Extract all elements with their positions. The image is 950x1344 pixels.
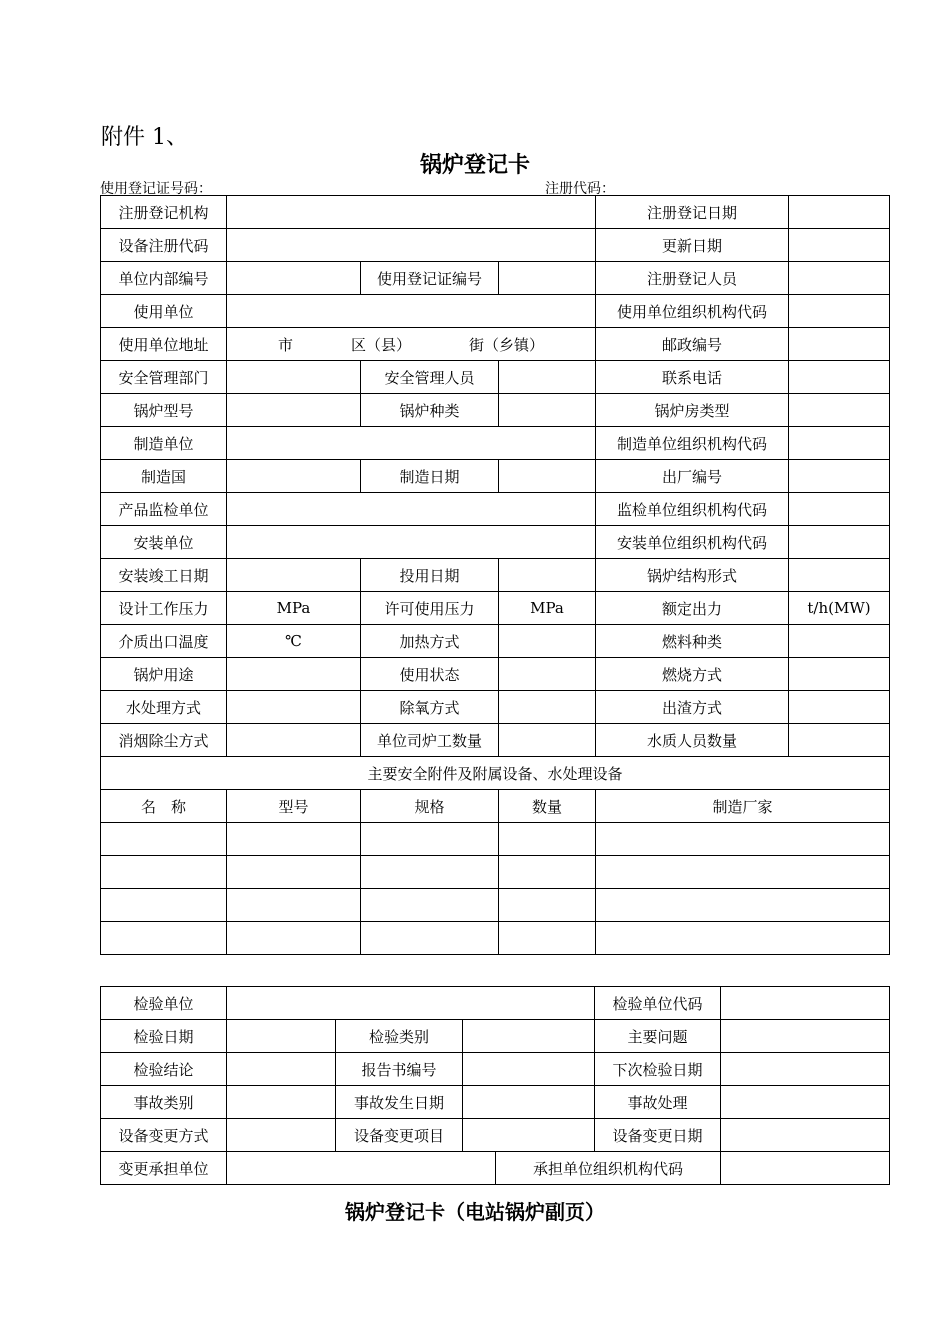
column-header: 制造厂家	[596, 790, 890, 823]
field-label: 锅炉用途	[101, 658, 227, 691]
field-value[interactable]	[789, 724, 890, 757]
document-title: 锅炉登记卡	[419, 152, 530, 178]
field-value[interactable]	[361, 823, 499, 856]
field-value[interactable]	[499, 724, 596, 757]
field-label: 使用登记证编号	[361, 262, 499, 295]
section-header: 主要安全附件及附属设备、水处理设备	[101, 757, 890, 790]
field-label: 检验类别	[336, 1020, 463, 1053]
table-row	[101, 1119, 890, 1152]
field-value[interactable]	[227, 526, 596, 559]
field-label: 下次检验日期	[595, 1053, 721, 1086]
field-label: 检验单位代码	[595, 987, 721, 1020]
field-label: 介质出口温度	[101, 625, 227, 658]
field-value[interactable]	[499, 460, 596, 493]
page-subtitle: 锅炉登记卡（电站锅炉副页）	[345, 1200, 605, 1224]
field-label: 报告书编号	[336, 1053, 463, 1086]
column-header: 名 称	[101, 790, 227, 823]
field-value[interactable]	[499, 889, 596, 922]
field-label: 主要问题	[595, 1020, 721, 1053]
column-header: 规格	[361, 790, 499, 823]
field-value[interactable]	[721, 987, 890, 1020]
field-label: 使用状态	[361, 658, 499, 691]
field-label: 锅炉种类	[361, 394, 499, 427]
field-label: 许可使用压力	[361, 592, 499, 625]
field-label: 水质人员数量	[596, 724, 789, 757]
field-value[interactable]	[227, 1020, 336, 1053]
field-label: 设备变更日期	[595, 1119, 721, 1152]
field-label: 事故发生日期	[336, 1086, 463, 1119]
field-label: 使用单位	[101, 295, 227, 328]
field-value[interactable]	[721, 1053, 890, 1086]
field-value[interactable]	[227, 658, 361, 691]
field-value[interactable]	[596, 856, 890, 889]
field-label: 注册登记人员	[596, 262, 789, 295]
table-row	[101, 559, 890, 592]
field-label: 设备注册代码	[101, 229, 227, 262]
field-value[interactable]	[227, 361, 361, 394]
design-pressure-field[interactable]: MPa	[227, 592, 361, 625]
field-value[interactable]	[101, 856, 227, 889]
table-row	[101, 493, 890, 526]
field-value[interactable]	[227, 262, 361, 295]
field-value[interactable]	[789, 361, 890, 394]
field-value[interactable]	[721, 1119, 890, 1152]
field-label: 制造日期	[361, 460, 499, 493]
field-label: 更新日期	[596, 229, 789, 262]
field-label: 单位司炉工数量	[361, 724, 499, 757]
field-value[interactable]	[789, 658, 890, 691]
field-value[interactable]	[227, 856, 361, 889]
table-row	[101, 526, 890, 559]
table-row	[101, 295, 890, 328]
field-value[interactable]	[227, 922, 361, 955]
field-label: 安全管理部门	[101, 361, 227, 394]
field-value[interactable]	[463, 1086, 595, 1119]
field-value[interactable]	[499, 691, 596, 724]
field-value[interactable]	[227, 691, 361, 724]
table-row	[101, 328, 890, 361]
field-label: 制造国	[101, 460, 227, 493]
field-label: 除氧方式	[361, 691, 499, 724]
field-label: 设计工作压力	[101, 592, 227, 625]
field-value[interactable]	[596, 889, 890, 922]
field-value[interactable]	[721, 1152, 890, 1185]
field-value[interactable]	[789, 460, 890, 493]
field-label: 检验单位	[101, 987, 227, 1020]
field-label: 联系电话	[596, 361, 789, 394]
field-label: 检验日期	[101, 1020, 227, 1053]
field-value[interactable]	[227, 823, 361, 856]
district-label: 区（县）	[350, 335, 411, 354]
table-row	[101, 394, 890, 427]
field-label: 设备变更项目	[336, 1119, 463, 1152]
field-label: 安全管理人员	[361, 361, 499, 394]
table-row	[101, 460, 890, 493]
section-header-row	[101, 757, 890, 790]
field-label: 使用单位组织机构代码	[596, 295, 789, 328]
field-label: 检验结论	[101, 1053, 227, 1086]
field-value[interactable]	[361, 856, 499, 889]
field-value[interactable]	[789, 493, 890, 526]
equipment-row	[101, 922, 890, 955]
field-label: 产品监检单位	[101, 493, 227, 526]
field-value[interactable]	[227, 394, 361, 427]
table-row	[101, 987, 890, 1020]
field-value[interactable]	[789, 526, 890, 559]
field-value[interactable]	[499, 823, 596, 856]
table-row	[101, 361, 890, 394]
field-label: 安装单位	[101, 526, 227, 559]
field-label: 加热方式	[361, 625, 499, 658]
field-label: 事故类别	[101, 1086, 227, 1119]
field-label: 注册登记日期	[596, 196, 789, 229]
field-value[interactable]	[789, 625, 890, 658]
field-label: 安装单位组织机构代码	[596, 526, 789, 559]
table-row	[101, 691, 890, 724]
field-value[interactable]	[227, 1053, 336, 1086]
field-value[interactable]	[227, 493, 596, 526]
field-label: 锅炉结构形式	[596, 559, 789, 592]
field-value[interactable]	[499, 625, 596, 658]
table-row	[101, 196, 890, 229]
field-value[interactable]	[227, 196, 596, 229]
boiler-registration-table	[100, 195, 890, 955]
column-header: 数量	[499, 790, 596, 823]
field-value[interactable]	[227, 229, 596, 262]
field-value[interactable]	[227, 1119, 336, 1152]
field-label: 注册登记机构	[101, 196, 227, 229]
table-row	[101, 1053, 890, 1086]
field-label: 燃烧方式	[596, 658, 789, 691]
equipment-row	[101, 856, 890, 889]
field-value[interactable]	[499, 559, 596, 592]
attachment-label: 附件 1、	[101, 125, 188, 150]
field-value[interactable]	[789, 295, 890, 328]
field-label: 锅炉房类型	[596, 394, 789, 427]
column-header: 型号	[227, 790, 361, 823]
table-row	[101, 1086, 890, 1119]
field-value[interactable]	[596, 922, 890, 955]
table-row	[101, 658, 890, 691]
field-value[interactable]	[101, 889, 227, 922]
field-value[interactable]	[463, 1053, 595, 1086]
field-value[interactable]	[789, 328, 890, 361]
equipment-row	[101, 889, 890, 922]
field-value[interactable]	[227, 295, 596, 328]
field-value[interactable]	[227, 1086, 336, 1119]
inspection-table	[100, 986, 890, 1185]
field-value[interactable]	[227, 460, 361, 493]
field-label: 额定出力	[596, 592, 789, 625]
table-row	[101, 1020, 890, 1053]
rated-output-field[interactable]: t/h(MW)	[789, 592, 890, 625]
field-value[interactable]	[499, 856, 596, 889]
registration-number-label: 使用登记证号码：	[100, 181, 212, 197]
table-row	[101, 229, 890, 262]
field-label: 锅炉型号	[101, 394, 227, 427]
table-row	[101, 724, 890, 757]
city-label: 市	[277, 335, 293, 354]
field-label: 使用单位地址	[101, 328, 227, 361]
equipment-row	[101, 823, 890, 856]
field-value[interactable]	[596, 823, 890, 856]
field-value[interactable]	[789, 229, 890, 262]
field-label: 邮政编号	[596, 328, 789, 361]
field-value[interactable]	[789, 691, 890, 724]
field-label: 设备变更方式	[101, 1119, 227, 1152]
field-value[interactable]	[463, 1020, 595, 1053]
address-field[interactable]	[227, 328, 596, 361]
field-value[interactable]	[499, 262, 596, 295]
field-label: 燃料种类	[596, 625, 789, 658]
street-label: 街（乡镇）	[468, 335, 544, 354]
field-label: 水处理方式	[101, 691, 227, 724]
outlet-temperature-field[interactable]: ℃	[227, 625, 361, 658]
table-row	[101, 1152, 890, 1185]
field-label: 监检单位组织机构代码	[596, 493, 789, 526]
field-label: 承担单位组织机构代码	[496, 1152, 721, 1185]
table-row	[101, 262, 890, 295]
field-label: 消烟除尘方式	[101, 724, 227, 757]
field-value[interactable]	[721, 1086, 890, 1119]
field-value[interactable]	[499, 394, 596, 427]
field-value[interactable]	[789, 196, 890, 229]
field-value[interactable]	[789, 559, 890, 592]
field-value[interactable]	[101, 922, 227, 955]
field-value[interactable]	[361, 889, 499, 922]
field-label: 单位内部编号	[101, 262, 227, 295]
field-value[interactable]	[227, 889, 361, 922]
field-value[interactable]	[499, 361, 596, 394]
field-label: 安装竣工日期	[101, 559, 227, 592]
field-value[interactable]	[499, 658, 596, 691]
field-label: 事故处理	[595, 1086, 721, 1119]
registration-code-label: 注册代码：	[545, 181, 615, 197]
field-value[interactable]	[227, 1152, 496, 1185]
field-label: 制造单位组织机构代码	[596, 427, 789, 460]
field-value[interactable]	[789, 394, 890, 427]
field-value[interactable]	[227, 987, 595, 1020]
field-value[interactable]	[499, 922, 596, 955]
field-label: 变更承担单位	[101, 1152, 227, 1185]
field-label: 制造单位	[101, 427, 227, 460]
column-header-row	[101, 790, 890, 823]
field-label: 投用日期	[361, 559, 499, 592]
table-row	[101, 427, 890, 460]
field-value[interactable]	[463, 1119, 595, 1152]
field-value[interactable]	[227, 559, 361, 592]
field-label: 出厂编号	[596, 460, 789, 493]
field-value[interactable]	[789, 262, 890, 295]
field-value[interactable]	[721, 1020, 890, 1053]
field-value[interactable]	[227, 427, 596, 460]
field-value[interactable]	[227, 724, 361, 757]
field-label: 出渣方式	[596, 691, 789, 724]
table-row	[101, 592, 890, 625]
field-value[interactable]	[361, 922, 499, 955]
field-value[interactable]	[789, 427, 890, 460]
field-value[interactable]	[101, 823, 227, 856]
permitted-pressure-field[interactable]: MPa	[499, 592, 596, 625]
table-row	[101, 625, 890, 658]
